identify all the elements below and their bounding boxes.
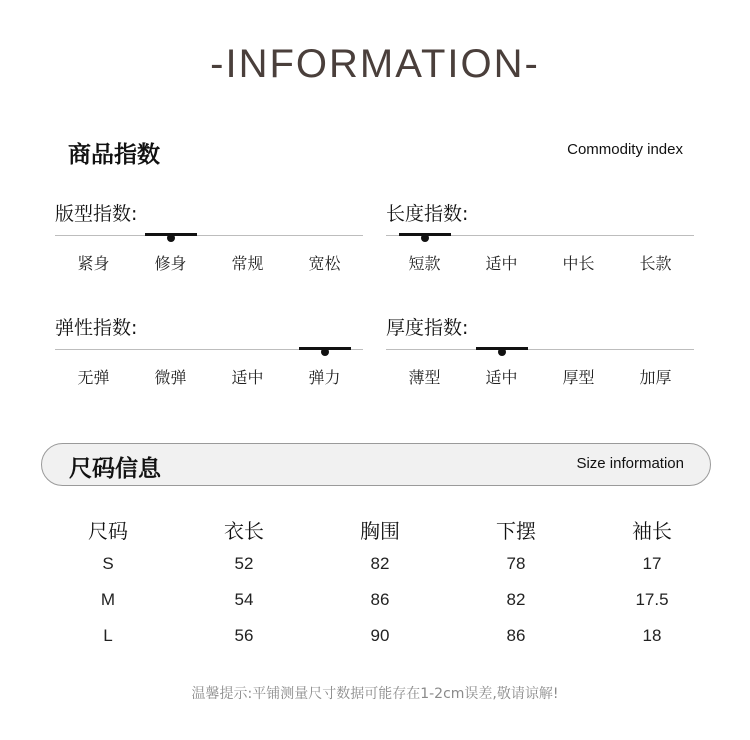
index-options bbox=[386, 251, 694, 274]
index-option: 适中 bbox=[485, 368, 518, 387]
index-label: 弹性指数: bbox=[55, 317, 138, 339]
index-marker bbox=[399, 233, 451, 236]
size-info-subtitle: Size information bbox=[576, 455, 684, 472]
column-header: 尺码 bbox=[88, 518, 128, 543]
index-options bbox=[55, 251, 363, 274]
table-cell: M bbox=[100, 590, 116, 609]
table-row bbox=[40, 618, 720, 654]
index-option: 薄型 bbox=[408, 368, 441, 387]
table-cell: 78 bbox=[506, 554, 526, 573]
index-option: 长款 bbox=[639, 254, 672, 273]
table-cell: 52 bbox=[234, 554, 254, 573]
measurement-note: 温馨提示:平铺测量尺寸数据可能存在1-2cm误差,敬请谅解! bbox=[191, 686, 559, 702]
commodity-title: 商品指数 bbox=[68, 142, 160, 168]
column-header: 下摆 bbox=[496, 518, 536, 543]
table-row bbox=[40, 582, 720, 618]
table-row bbox=[40, 546, 720, 582]
table-cell: 86 bbox=[370, 590, 390, 609]
index-option: 紧身 bbox=[77, 254, 110, 273]
index-option: 弹力 bbox=[308, 368, 341, 387]
table-cell: 82 bbox=[506, 590, 526, 609]
table-cell: S bbox=[102, 554, 114, 573]
index-options bbox=[386, 365, 694, 388]
index-option: 厚型 bbox=[562, 368, 595, 387]
table-cell: 56 bbox=[234, 626, 254, 645]
size-table bbox=[40, 512, 720, 654]
table-cell: 17 bbox=[642, 554, 662, 573]
index-options bbox=[55, 365, 363, 388]
index-option: 修身 bbox=[154, 254, 187, 273]
commodity-subtitle: Commodity index bbox=[567, 141, 683, 158]
table-cell: 90 bbox=[370, 626, 390, 645]
table-cell: 86 bbox=[506, 626, 526, 645]
column-header: 袖长 bbox=[632, 518, 672, 543]
index-marker bbox=[145, 233, 197, 236]
table-cell: L bbox=[103, 626, 113, 645]
index-option: 适中 bbox=[485, 254, 518, 273]
index-track bbox=[55, 349, 363, 350]
index-label: 长度指数: bbox=[386, 203, 469, 225]
index-label: 版型指数: bbox=[55, 203, 138, 225]
index-marker bbox=[476, 347, 528, 350]
index-option: 短款 bbox=[408, 254, 441, 273]
table-cell: 54 bbox=[234, 590, 254, 609]
table-cell: 17.5 bbox=[635, 590, 669, 609]
table-header-row bbox=[40, 512, 720, 546]
index-option: 中长 bbox=[562, 254, 595, 273]
index-label: 厚度指数: bbox=[386, 317, 469, 339]
index-option: 常规 bbox=[231, 254, 264, 273]
column-header: 胸围 bbox=[360, 518, 400, 543]
index-option: 适中 bbox=[231, 368, 264, 387]
size-info-title: 尺码信息 bbox=[69, 456, 161, 482]
hero-title: -INFORMATION- bbox=[210, 42, 540, 86]
index-option: 加厚 bbox=[639, 368, 672, 387]
index-option: 微弹 bbox=[154, 368, 187, 387]
index-track bbox=[55, 235, 363, 236]
index-marker bbox=[299, 347, 351, 350]
index-track bbox=[386, 235, 694, 236]
size-info-header bbox=[41, 443, 711, 486]
table-cell: 82 bbox=[370, 554, 390, 573]
index-option: 无弹 bbox=[77, 368, 110, 387]
table-cell: 18 bbox=[642, 626, 662, 645]
column-header: 衣长 bbox=[224, 518, 264, 543]
index-track bbox=[386, 349, 694, 350]
index-option: 宽松 bbox=[308, 254, 341, 273]
